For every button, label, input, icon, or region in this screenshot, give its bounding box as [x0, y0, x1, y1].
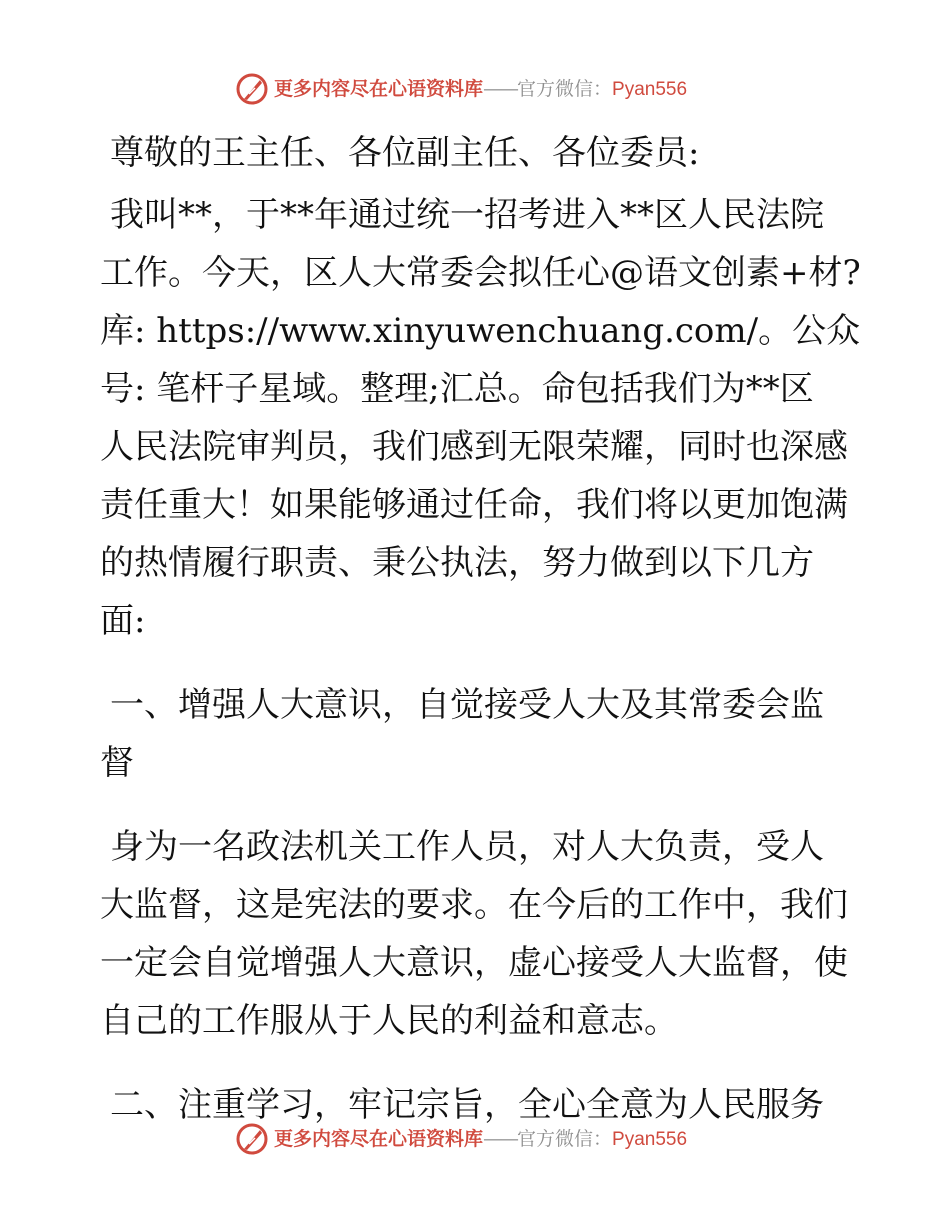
watermark-wechat-id: Pyan556 — [612, 79, 688, 100]
text-line: 库: https://www.xinyuwenchuang.com/。公众 — [100, 311, 861, 351]
watermark-site-name: 更多内容尽在心语资料库 — [274, 1128, 484, 1150]
heading-line: 二、注重学习，牢记宗旨，全心全意为人民服务 — [110, 1085, 824, 1125]
section-heading-1 — [100, 676, 860, 792]
heading-line: 一、增强人大意识，自觉接受人大及其常委会监 — [110, 685, 824, 725]
greeting-line: 尊敬的王主任、各位副主任、各位委员: — [110, 133, 700, 173]
text-line: 面: — [100, 601, 146, 641]
text-line: 的热情履行职责、秉公执法，努力做到以下几方 — [100, 543, 814, 583]
paragraph-supervision — [100, 818, 860, 1050]
text-line: 我叫**，于**年通过统一招考进入**区人民法院 — [110, 195, 824, 235]
watermark-text — [274, 1126, 687, 1153]
text-line: 人民法院审判员，我们感到无限荣耀，同时也深感 — [100, 427, 848, 467]
watermark-text — [274, 76, 687, 103]
text-line: 责任重大！如果能够通过任命，我们将以更加饱满 — [100, 485, 848, 525]
text-line: 自己的工作服从于人民的利益和意志。 — [100, 1001, 678, 1041]
text-line: 大监督，这是宪法的要求。在今后的工作中，我们 — [100, 885, 848, 925]
paragraph-introduction — [100, 186, 860, 650]
text-line: 一定会自觉增强人大意识，虚心接受人大监督，使 — [100, 943, 848, 983]
watermark-wechat-label: 官方微信： — [517, 78, 613, 100]
watermark-dash: —— — [483, 1128, 518, 1150]
feather-pen-logo-icon — [235, 1122, 269, 1156]
watermark-dash: —— — [483, 78, 518, 100]
text-line: 工作。今天，区人大常委会拟任心@语文创素+材? — [100, 253, 861, 293]
text-line: 身为一名政法机关工作人员，对人大负责，受人 — [110, 827, 824, 867]
watermark-wechat-label: 官方微信： — [517, 1128, 613, 1150]
watermark-site-name: 更多内容尽在心语资料库 — [274, 78, 484, 100]
heading-line: 督 — [100, 743, 134, 783]
footer-watermark-banner — [0, 1120, 950, 1160]
document-body — [100, 120, 860, 1134]
header-watermark-banner — [0, 70, 950, 110]
text-line: 号: 笔杆子星域。整理;汇总。命包括我们为**区 — [100, 369, 814, 409]
feather-pen-logo-icon — [235, 72, 269, 106]
watermark-wechat-id: Pyan556 — [612, 1129, 688, 1150]
